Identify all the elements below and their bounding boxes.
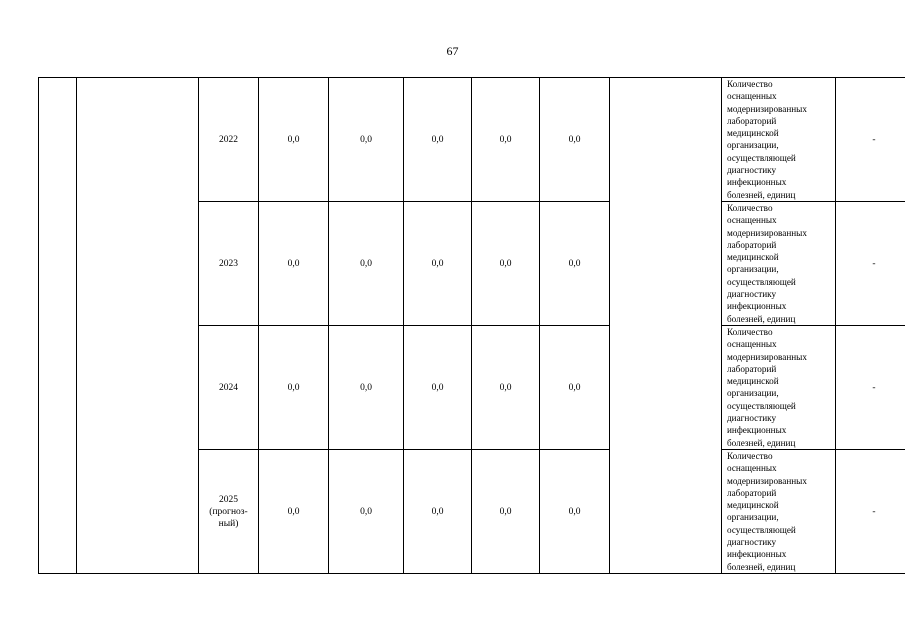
year-cell: 2024	[199, 326, 259, 450]
value-cell: 0,0	[259, 78, 329, 202]
page-number: 67	[446, 44, 459, 58]
program-table	[38, 77, 905, 574]
value-cell: 0,0	[404, 450, 472, 574]
year-cell: 2023	[199, 202, 259, 326]
year-cell: 2022	[199, 78, 259, 202]
value-cell: 0,0	[472, 326, 540, 450]
value-cell: 0,0	[404, 78, 472, 202]
table-row	[39, 78, 905, 202]
target-cell: -	[836, 78, 905, 202]
number-cell	[39, 78, 77, 574]
value-cell: 0,0	[540, 450, 610, 574]
value-cell: 0,0	[540, 78, 610, 202]
value-cell: 0,0	[259, 450, 329, 574]
name-cell	[77, 78, 199, 574]
value-cell: 0,0	[329, 450, 404, 574]
value-cell: 0,0	[259, 326, 329, 450]
value-cell: 0,0	[329, 78, 404, 202]
indicator-cell: Количество оснащенных модернизированных лабораторий медицинской организации, осуществляющей диагностику инфекционных болезней, единиц	[722, 202, 836, 326]
indicator-cell: Количество оснащенных модернизированных лабораторий медицинской организации, осуществляющей диагностику инфекционных болезней, единиц	[722, 450, 836, 574]
year-cell: 2025 (прогноз- ный)	[199, 450, 259, 574]
value-cell: 0,0	[472, 202, 540, 326]
value-cell: 0,0	[472, 450, 540, 574]
value-cell: 0,0	[329, 202, 404, 326]
target-cell: -	[836, 202, 905, 326]
value-cell: 0,0	[404, 202, 472, 326]
value-cell: 0,0	[540, 326, 610, 450]
value-cell: 0,0	[472, 78, 540, 202]
value-cell: 0,0	[329, 326, 404, 450]
indicator-cell: Количество оснащенных модернизированных лабораторий медицинской организации, осуществляющей диагностику инфекционных болезней, единиц	[722, 78, 836, 202]
value-cell: 0,0	[259, 202, 329, 326]
executor-cell	[610, 78, 722, 574]
value-cell: 0,0	[404, 326, 472, 450]
value-cell: 0,0	[540, 202, 610, 326]
target-cell: -	[836, 450, 905, 574]
target-cell: -	[836, 326, 905, 450]
indicator-cell: Количество оснащенных модернизированных лабораторий медицинской организации, осуществляющей диагностику инфекционных болезней, единиц	[722, 326, 836, 450]
